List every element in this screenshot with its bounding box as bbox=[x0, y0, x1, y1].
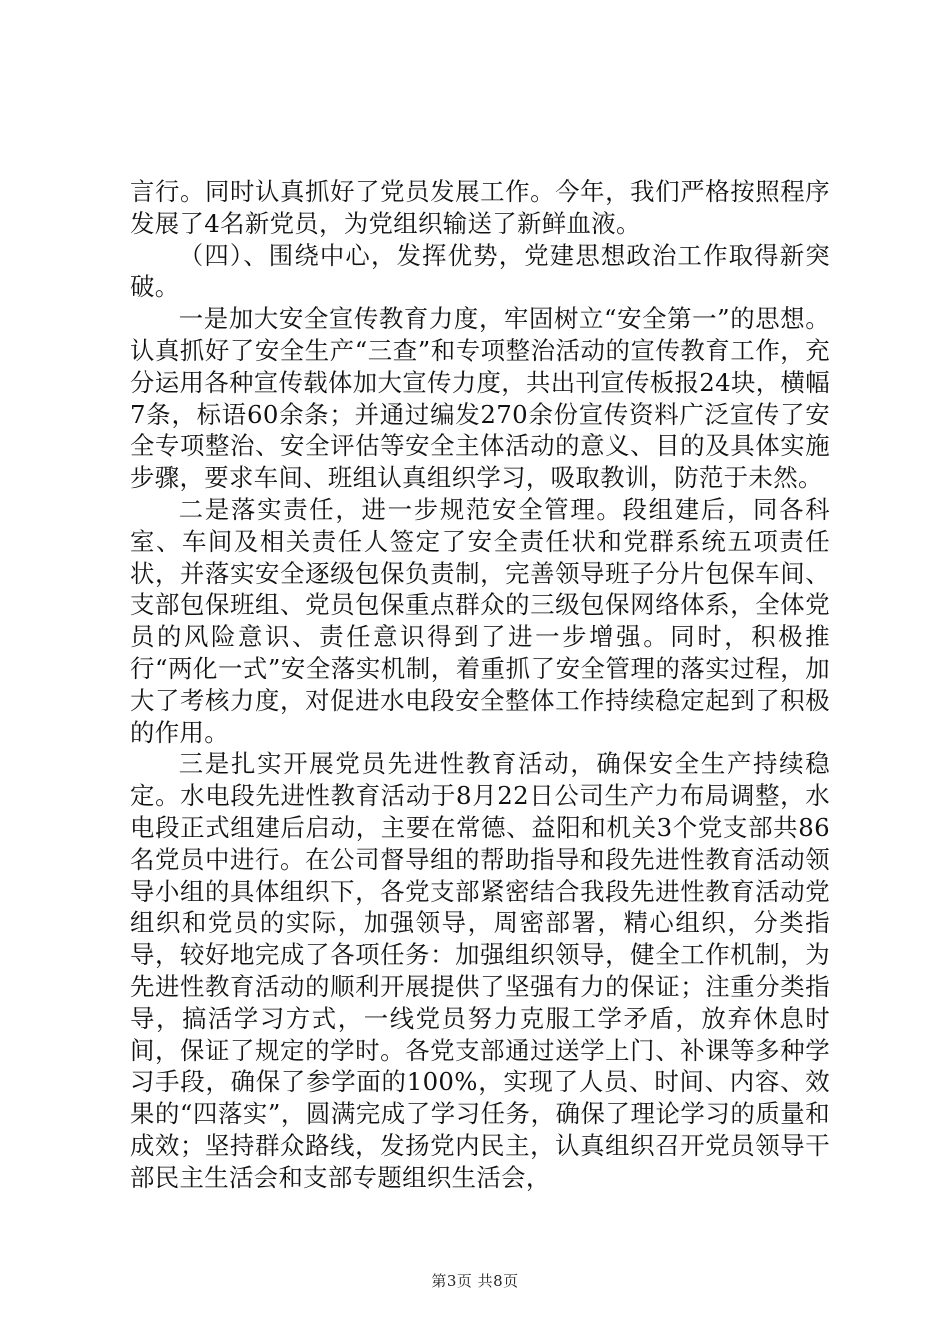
paragraph-continuation: 言行。同时认真抓好了党员发展工作。今年，我们严格按照程序发展了4名新党员，为党组织输送了新鲜血液。 bbox=[130, 177, 830, 238]
document-body bbox=[130, 176, 830, 1194]
paragraph-responsibility: 二是落实责任，进一步规范安全管理。段组建后，同各科室、车间及相关责任人签定了安全责任状和党群系统五项责任状，并落实安全逐级包保负责制，完善领导班子分片包保车间、支部包保班组、党员包保重点群众的三级包保网络体系，全体党员的风险意识、责任意识得到了进一步增强。同时，积极推行“两化一式”安全落实机制，着重抓了安全管理的落实过程，加大了考核力度，对促进水电段安全整体工作持续稳定起到了积极的作用。 bbox=[130, 494, 830, 747]
section-heading-four: （四）、围绕中心，发挥优势，党建思想政治工作取得新突破。 bbox=[130, 240, 830, 302]
paragraph-advanced-education: 三是扎实开展党员先进性教育活动，确保安全生产持续稳定。水电段先进性教育活动于8月22日公司生产力布局调整，水电段正式组建后启动，主要在常德、益阳和机关3个党支部共86名党员中进行。在公司督导组的帮助指导和段先进性教育活动领导小组的具体组织下，各党支部紧密结合我段先进性教育活动党组织和党员的实际，加强领导，周密部署，精心组织，分类指导，较好地完成了各项任务：加强组织领导，健全工作机制，为先进性教育活动的顺利开展提供了坚强有力的保证；注重分类指导，搞活学习方式，一线党员努力克服工学矛盾，放弃休息时间，保证了规定的学时。各党支部通过送学上门、补课等多种学习手段，确保了参学面的100%，实现了人员、时间、内容、效果的“四落实”，圆满完成了学习任务，确保了理论学习的质量和成效；坚持群众路线，发扬党内民主，认真组织召开党员领导干部民主生活会和支部专题组织生活会， bbox=[130, 749, 830, 1192]
paragraph-safety-publicity: 一是加大安全宣传教育力度，牢固树立“安全第一”的思想。认真抓好了安全生产“三查”和专项整治活动的宣传教育工作，充分运用各种宣传载体加大宣传力度，共出刊宣传板报24块，横幅7条，标语60余条；并通过编发270余份宣传资料广泛宣传了安全专项整治、安全评估等安全主体活动的意义、目的及具体实施步骤，要求车间、班组认真组织学习，吸取教训，防范于未然。 bbox=[130, 304, 830, 493]
page-number-footer: 第3页 共8页 bbox=[431, 1272, 519, 1290]
